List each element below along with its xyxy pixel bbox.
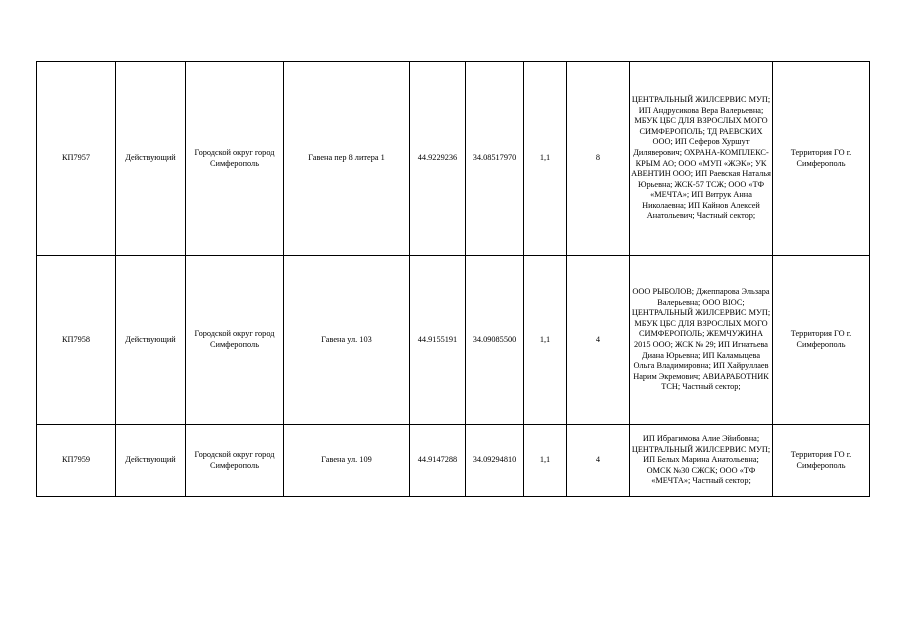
- cell-address: Гавена ул. 103: [284, 256, 410, 425]
- cell-latitude: 44.9229236: [410, 62, 466, 256]
- cell-longitude: 34.08517970: [466, 62, 524, 256]
- cell-status: Действующий: [116, 425, 186, 497]
- cell-owners: ЦЕНТРАЛЬНЫЙ ЖИЛСЕРВИС МУП; ИП Андрусикова Вера Валерьевна; МБУК ЦБС ДЛЯ ВЗРОСЛЫХ МОГО СИМФЕРОПОЛЬ; ТД РАЕВСКИХ ООО; ИП Сеферов Хуршут Диляверович; ОХРАНА-КОМПЛЕКС-КРЫМ АО; ООО «МУП «ЖЭК»; УК АВЕНТИН ООО; ИП Раевская Наталья Юрьевна; ЖСК-57 ТСЖ; ООО «ТФ «МЕЧТА»; ИП Витрук Анна Николаевна; ИП Кайнов Алексей Анатольевич; Частный сектор;: [630, 62, 773, 256]
- cell-address: Гавена пер 8 литера 1: [284, 62, 410, 256]
- cell-address: Гавена ул. 109: [284, 425, 410, 497]
- cell-area: 1,1: [524, 256, 567, 425]
- cell-status: Действующий: [116, 256, 186, 425]
- cell-territory: Территория ГО г. Симферополь: [773, 256, 870, 425]
- cell-status: Действующий: [116, 62, 186, 256]
- cell-longitude: 34.09085500: [466, 256, 524, 425]
- cell-owners: ООО РЫБОЛОВ; Джеппарова Эльзара Валерьевна; ООО ВІОС; ЦЕНТРАЛЬНЫЙ ЖИЛСЕРВИС МУП; МБУК ЦБС ДЛЯ ВЗРОСЛЫХ МОГО СИМФЕРОПОЛЬ; ЖЕМЧУЖИНА 2015 ООО; ЖСК № 29; ИП Игнатьева Диана Юрьевна; ИП Каламыцева Ольга Владимировна; ИП Хайруллаев Нарим Экремович; АВИАРАБОТНИК ТСН; Частный сектор;: [630, 256, 773, 425]
- cell-district: Городской округ город Симферополь: [186, 62, 284, 256]
- table-row: [37, 256, 870, 425]
- cell-code: КП7958: [37, 256, 116, 425]
- cell-territory: Территория ГО г. Симферополь: [773, 425, 870, 497]
- cell-area: 1,1: [524, 425, 567, 497]
- cell-longitude: 34.09294810: [466, 425, 524, 497]
- cell-owners: ИП Ибрагимова Алие Эйибовна; ЦЕНТРАЛЬНЫЙ ЖИЛСЕРВИС МУП; ИП Белых Марина Анатольевна; ОМСК №30 СЖСК; ООО «ТФ «МЕЧТА»; Частный сектор;: [630, 425, 773, 497]
- cell-count: 8: [567, 62, 630, 256]
- cell-territory: Территория ГО г. Симферополь: [773, 62, 870, 256]
- registry-table: [36, 61, 870, 497]
- cell-latitude: 44.9155191: [410, 256, 466, 425]
- cell-district: Городской округ город Симферополь: [186, 256, 284, 425]
- table-row: [37, 425, 870, 497]
- cell-code: КП7957: [37, 62, 116, 256]
- cell-district: Городской округ город Симферополь: [186, 425, 284, 497]
- cell-latitude: 44.9147288: [410, 425, 466, 497]
- cell-code: КП7959: [37, 425, 116, 497]
- table-row: [37, 62, 870, 256]
- cell-count: 4: [567, 256, 630, 425]
- cell-area: 1,1: [524, 62, 567, 256]
- cell-count: 4: [567, 425, 630, 497]
